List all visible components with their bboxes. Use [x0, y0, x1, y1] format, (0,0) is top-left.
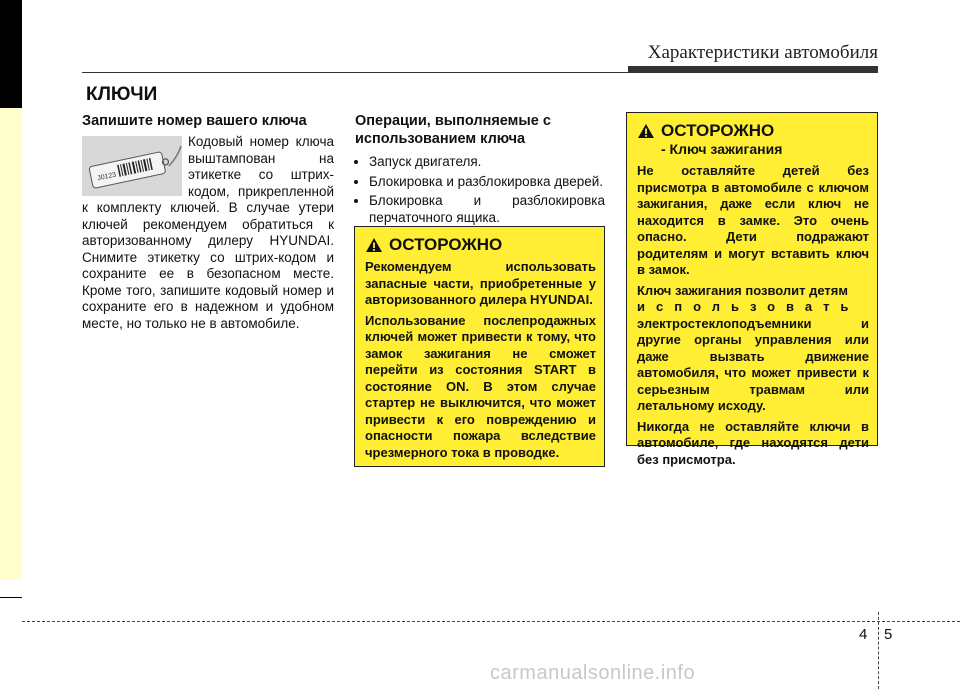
header-title: Характеристики автомобиля	[647, 42, 878, 63]
warning-triangle-icon	[365, 237, 383, 253]
warning-box-ignition-key	[626, 112, 878, 467]
warning-text-spaced: использовать	[637, 299, 860, 314]
side-tab-black	[0, 0, 22, 108]
key-number-column	[82, 112, 334, 332]
warning-paragraph: Рекомендуем использовать запасные части, приобретенные у авторизованного дилера HYUNDAI.	[365, 259, 596, 307]
list-item: • Запуск двигателя.	[369, 154, 605, 171]
warning-paragraph: Никогда не оставляйте ключи в автомобиле, где находятся дети без присмотра.	[637, 418, 869, 467]
key-operations-list	[355, 154, 605, 226]
side-tab-line	[0, 597, 22, 598]
warning-title: ОСТОРОЖНО	[661, 121, 775, 140]
section-title: КЛЮЧИ	[86, 84, 158, 105]
warning-paragraph: Использование послепродажных ключей может привести к тому, что замок зажигания не сможет перейти из состояния START в состояние ON. В этом случае стартер не выключится, что может привести к его повреждению и опасности пожара вследствие чрезмерного тока в проводке.	[365, 312, 596, 460]
warning-title: ОСТОРОЖНО	[389, 235, 503, 254]
warning-text: электростеклоподъемники и другие органы управления или даже вызвать движение автомобиля, что может привести к серьезным травмам или летальному исходу.	[637, 315, 869, 413]
warning-paragraph: Не оставляйте детей без присмотра в автомобиле с ключом зажигания, даже если ключ не находится в замке. Это очень опасно. Дети подражают родителям и могут вставить ключ в замок.	[637, 163, 869, 277]
page-number: 5	[884, 626, 893, 643]
key-number-heading: Запишите номер вашего ключа	[82, 113, 307, 129]
warning-box-spare-parts	[354, 226, 605, 467]
warning-subtitle: - Ключ зажигания	[661, 141, 783, 157]
footer-divider	[22, 621, 960, 622]
key-operations-heading: Операции, выполняемые с использованием ключа	[355, 113, 551, 147]
watermark: carmanualsonline.info	[490, 662, 696, 684]
side-tab-yellow	[0, 108, 22, 580]
warning-text: Ключ зажигания позволит детям	[637, 282, 849, 298]
key-number-paragraph: Кодовый номер ключа выштампован на этикетке со штрих-кодом, прикрепленной к комплекту ключей. В случае утери ключей рекомендуем обратиться к авторизованному дилеру HYUNDAI. Снимите этикетку со штрих-кодом и сохраните ее в безопасном месте. Кроме того, запишите кодовый номер и сохраните его в надежном и удобном месте, но только не в автомобиле.	[82, 134, 334, 331]
warning-paragraph	[637, 283, 869, 415]
key-tag-code: J0123	[96, 171, 117, 183]
header-rule	[82, 72, 878, 73]
list-item: • Блокировка и разблокировка дверей.	[369, 174, 605, 191]
chapter-number: 4	[859, 626, 868, 643]
warning-triangle-icon	[637, 123, 655, 139]
key-operations-column	[355, 112, 605, 229]
list-item: • Блокировка и разблокировка перчаточного ящика.	[369, 193, 605, 226]
key-tag-image	[82, 136, 182, 196]
footer-page-divider	[878, 612, 879, 689]
header-rule-accent	[628, 66, 878, 72]
